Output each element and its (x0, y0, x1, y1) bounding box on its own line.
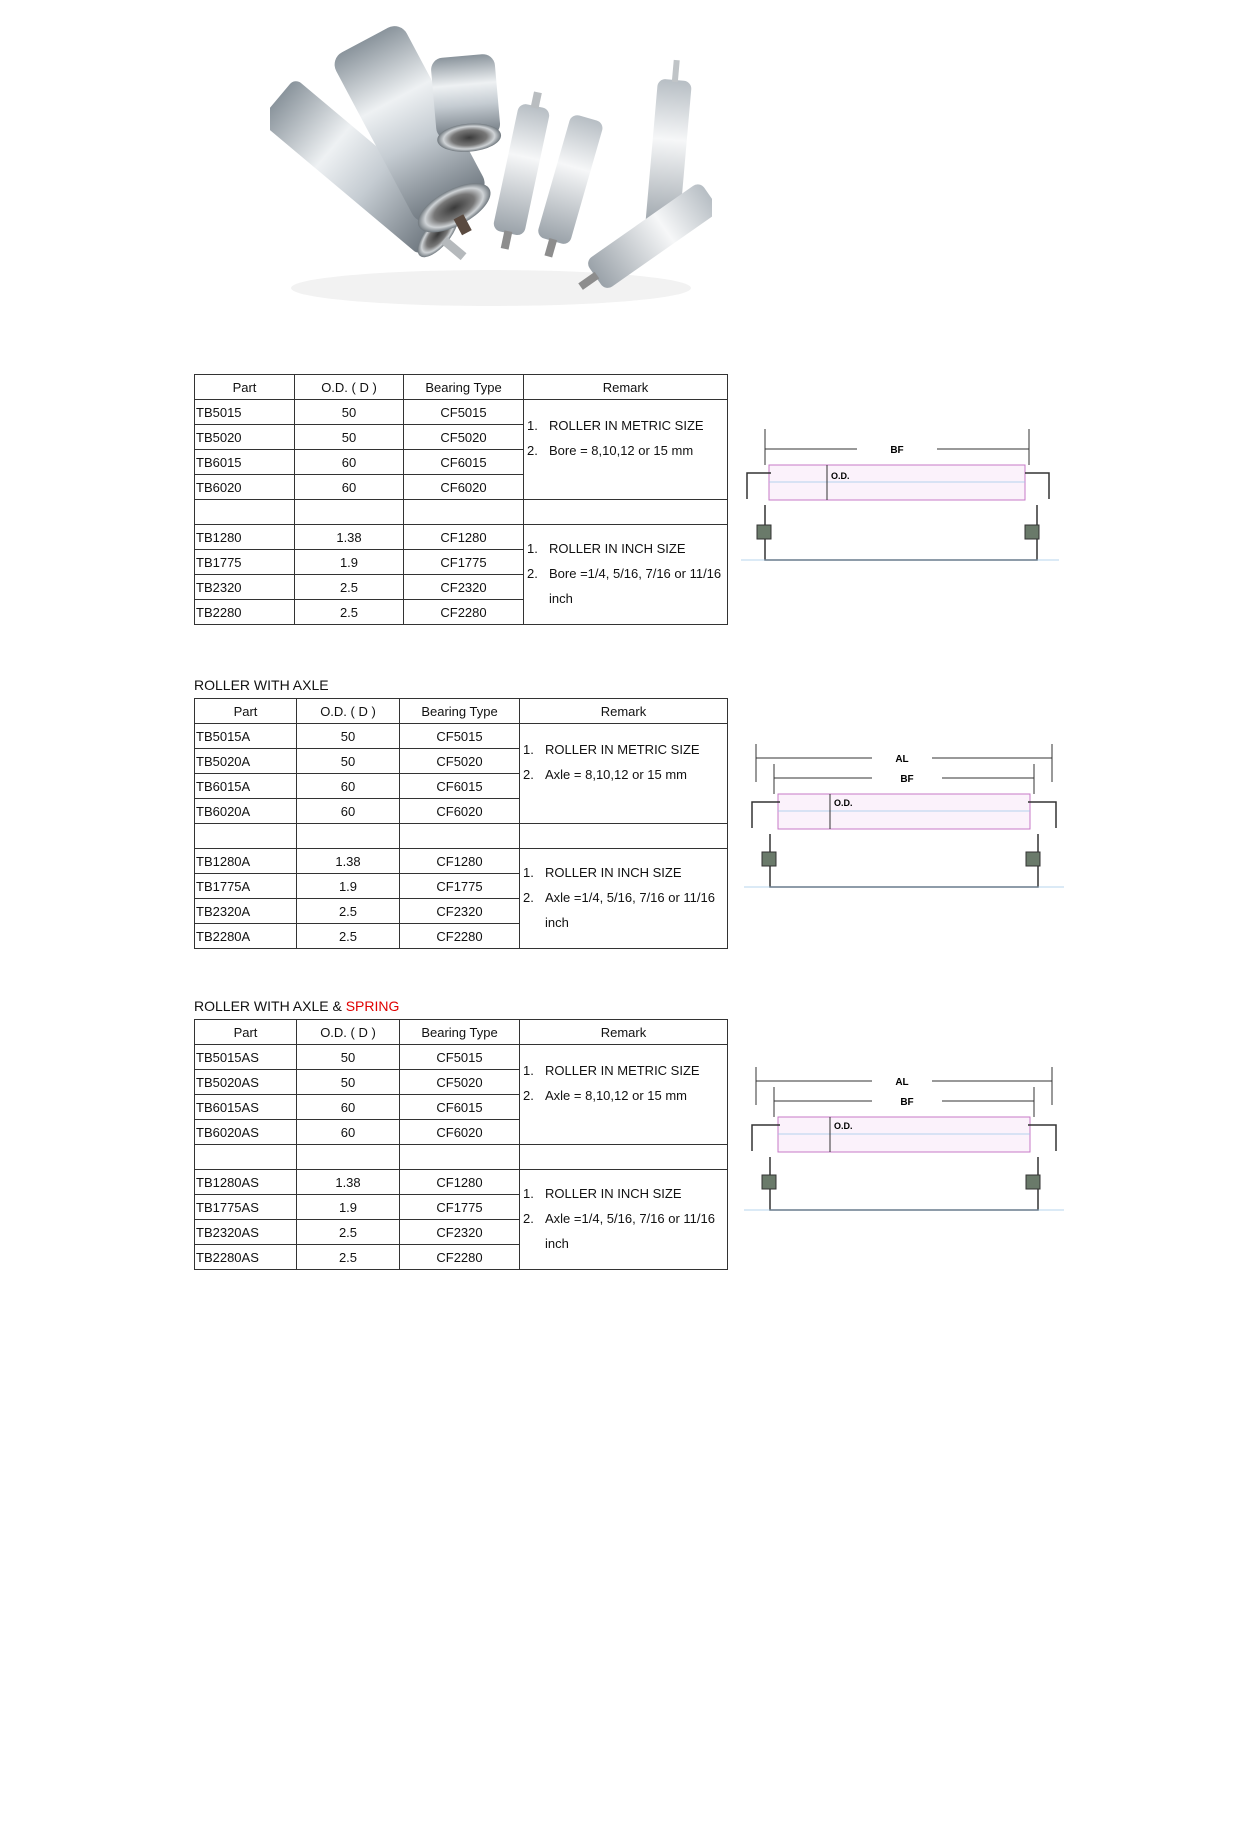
roller-axle-dimension-diagram (742, 742, 1067, 902)
spacer-row (195, 500, 728, 525)
header-od: O.D. ( D ) (297, 699, 400, 724)
od-cell: 1.9 (295, 550, 404, 575)
remark-item: 2. Axle =1/4, 5/16, 7/16 or 11/16 inch (523, 890, 715, 930)
header-od: O.D. ( D ) (295, 375, 404, 400)
remark-item: 1. ROLLER IN METRIC SIZE (523, 742, 700, 757)
bearing-cell: CF1775 (404, 550, 524, 575)
header-remark: Remark (520, 1020, 728, 1045)
section-title-highlight: SPRING (345, 998, 400, 1014)
remark-item: 1. ROLLER IN INCH SIZE (527, 541, 686, 556)
remark-item: 1. ROLLER IN INCH SIZE (523, 1186, 682, 1201)
od-cell: 2.5 (295, 575, 404, 600)
bearing-cell: CF2320 (404, 575, 524, 600)
header-part: Part (195, 375, 295, 400)
od-cell: 1.38 (295, 525, 404, 550)
od-cell: 60 (295, 475, 404, 500)
rollers-illustration (270, 18, 712, 318)
part-cell: TB1280A (195, 849, 297, 874)
part-cell: TB1775A (195, 874, 297, 899)
table-row (195, 1170, 728, 1195)
section-title-roller-with-axle: ROLLER WITH AXLE (194, 677, 329, 693)
od-cell: 2.5 (297, 924, 400, 949)
spec-table-roller-with-axle-spring (194, 1019, 728, 1270)
bearing-cell: CF2320 (400, 899, 520, 924)
section-title-roller-with-axle-spring (194, 998, 399, 1014)
remark-item: 1. ROLLER IN METRIC SIZE (527, 418, 704, 433)
part-cell: TB5020AS (195, 1070, 297, 1095)
bearing-cell: CF5015 (400, 724, 520, 749)
od-cell: 60 (295, 450, 404, 475)
part-cell: TB2320AS (195, 1220, 297, 1245)
bearing-cell: CF1280 (404, 525, 524, 550)
part-cell: TB2320 (195, 575, 295, 600)
od-cell: 50 (297, 749, 400, 774)
part-cell: TB1280AS (195, 1170, 297, 1195)
remark-inch-cell (520, 1170, 728, 1270)
bearing-cell: CF6020 (400, 799, 520, 824)
od-label: O.D. (831, 471, 850, 481)
od-cell: 2.5 (295, 600, 404, 625)
table-header-row (195, 375, 728, 400)
od-cell: 50 (295, 400, 404, 425)
od-cell: 1.38 (297, 849, 400, 874)
od-cell: 1.38 (297, 1170, 400, 1195)
od-cell: 60 (297, 1120, 400, 1145)
bearing-cell: CF2280 (400, 924, 520, 949)
bearing-cell: CF2320 (400, 1220, 520, 1245)
bearing-cell: CF6015 (400, 774, 520, 799)
table-header-row (195, 699, 728, 724)
part-cell: TB5015 (195, 400, 295, 425)
header-bearing-type: Bearing Type (400, 1020, 520, 1045)
header-od: O.D. ( D ) (297, 1020, 400, 1045)
roller-axle-spring-dimension-diagram (742, 1065, 1067, 1225)
header-bearing-type: Bearing Type (400, 699, 520, 724)
od-cell: 50 (297, 1045, 400, 1070)
header-bearing-type: Bearing Type (404, 375, 524, 400)
part-cell: TB5015AS (195, 1045, 297, 1070)
header-part: Part (195, 699, 297, 724)
part-cell: TB6015AS (195, 1095, 297, 1120)
bearing-cell: CF5015 (404, 400, 524, 425)
remark-inch-cell (520, 849, 728, 949)
od-cell: 1.9 (297, 1195, 400, 1220)
bf-label: BF (900, 1097, 914, 1108)
remark-metric-cell (520, 1045, 728, 1145)
part-cell: TB6015 (195, 450, 295, 475)
part-cell: TB5020A (195, 749, 297, 774)
bearing-cell: CF6015 (404, 450, 524, 475)
table-row (195, 849, 728, 874)
remark-item: 2. Bore =1/4, 5/16, 7/16 or 11/16 inch (527, 566, 722, 606)
bearing-cell: CF2280 (400, 1245, 520, 1270)
header-remark: Remark (524, 375, 728, 400)
header-remark: Remark (520, 699, 728, 724)
bearing-cell: CF5020 (400, 749, 520, 774)
al-label: AL (895, 754, 909, 765)
od-cell: 60 (297, 774, 400, 799)
spec-table-roller (194, 374, 728, 625)
table-row (195, 525, 728, 550)
al-label: AL (895, 1077, 909, 1088)
part-cell: TB1280 (195, 525, 295, 550)
product-photo-rollers (270, 18, 712, 318)
bearing-cell: CF6020 (404, 475, 524, 500)
bf-label: BF (900, 774, 914, 785)
part-cell: TB2280 (195, 600, 295, 625)
remark-inch-cell (524, 525, 728, 625)
spacer-row (195, 1145, 728, 1170)
bearing-cell: CF6020 (400, 1120, 520, 1145)
od-label: O.D. (834, 798, 853, 808)
od-cell: 60 (297, 799, 400, 824)
bearing-cell: CF2280 (404, 600, 524, 625)
bearing-cell: CF5020 (400, 1070, 520, 1095)
part-cell: TB2280A (195, 924, 297, 949)
table-row (195, 1045, 728, 1070)
remark-metric-cell (520, 724, 728, 824)
remark-metric-cell (524, 400, 728, 500)
roller-dimension-diagram (737, 425, 1062, 585)
od-cell: 50 (295, 425, 404, 450)
part-cell: TB2320A (195, 899, 297, 924)
part-cell: TB6015A (195, 774, 297, 799)
spec-table-roller-with-axle (194, 698, 728, 949)
remark-item: 1. ROLLER IN METRIC SIZE (523, 1063, 700, 1078)
od-cell: 2.5 (297, 1220, 400, 1245)
bearing-cell: CF1280 (400, 1170, 520, 1195)
remark-item: 2. Axle = 8,10,12 or 15 mm (523, 1088, 687, 1103)
part-cell: TB1775AS (195, 1195, 297, 1220)
table-header-row (195, 1020, 728, 1045)
od-cell: 60 (297, 1095, 400, 1120)
bearing-cell: CF5015 (400, 1045, 520, 1070)
part-cell: TB6020 (195, 475, 295, 500)
section-title-main: ROLLER WITH AXLE & (194, 998, 346, 1014)
bf-label: BF (890, 445, 904, 456)
spacer-row (195, 824, 728, 849)
od-cell: 1.9 (297, 874, 400, 899)
bearing-cell: CF1280 (400, 849, 520, 874)
od-cell: 2.5 (297, 1245, 400, 1270)
part-cell: TB6020A (195, 799, 297, 824)
part-cell: TB2280AS (195, 1245, 297, 1270)
remark-item: 2. Bore = 8,10,12 or 15 mm (527, 443, 694, 458)
bearing-cell: CF5020 (404, 425, 524, 450)
od-cell: 50 (297, 1070, 400, 1095)
part-cell: TB5020 (195, 425, 295, 450)
bearing-cell: CF6015 (400, 1095, 520, 1120)
od-cell: 2.5 (297, 899, 400, 924)
table-row (195, 724, 728, 749)
table-row (195, 400, 728, 425)
remark-item: 2. Axle = 8,10,12 or 15 mm (523, 767, 687, 782)
od-cell: 50 (297, 724, 400, 749)
part-cell: TB5015A (195, 724, 297, 749)
od-label: O.D. (834, 1121, 853, 1131)
header-part: Part (195, 1020, 297, 1045)
bearing-cell: CF1775 (400, 874, 520, 899)
part-cell: TB1775 (195, 550, 295, 575)
remark-item: 2. Axle =1/4, 5/16, 7/16 or 11/16 inch (523, 1211, 715, 1251)
remark-item: 1. ROLLER IN INCH SIZE (523, 865, 682, 880)
part-cell: TB6020AS (195, 1120, 297, 1145)
bearing-cell: CF1775 (400, 1195, 520, 1220)
